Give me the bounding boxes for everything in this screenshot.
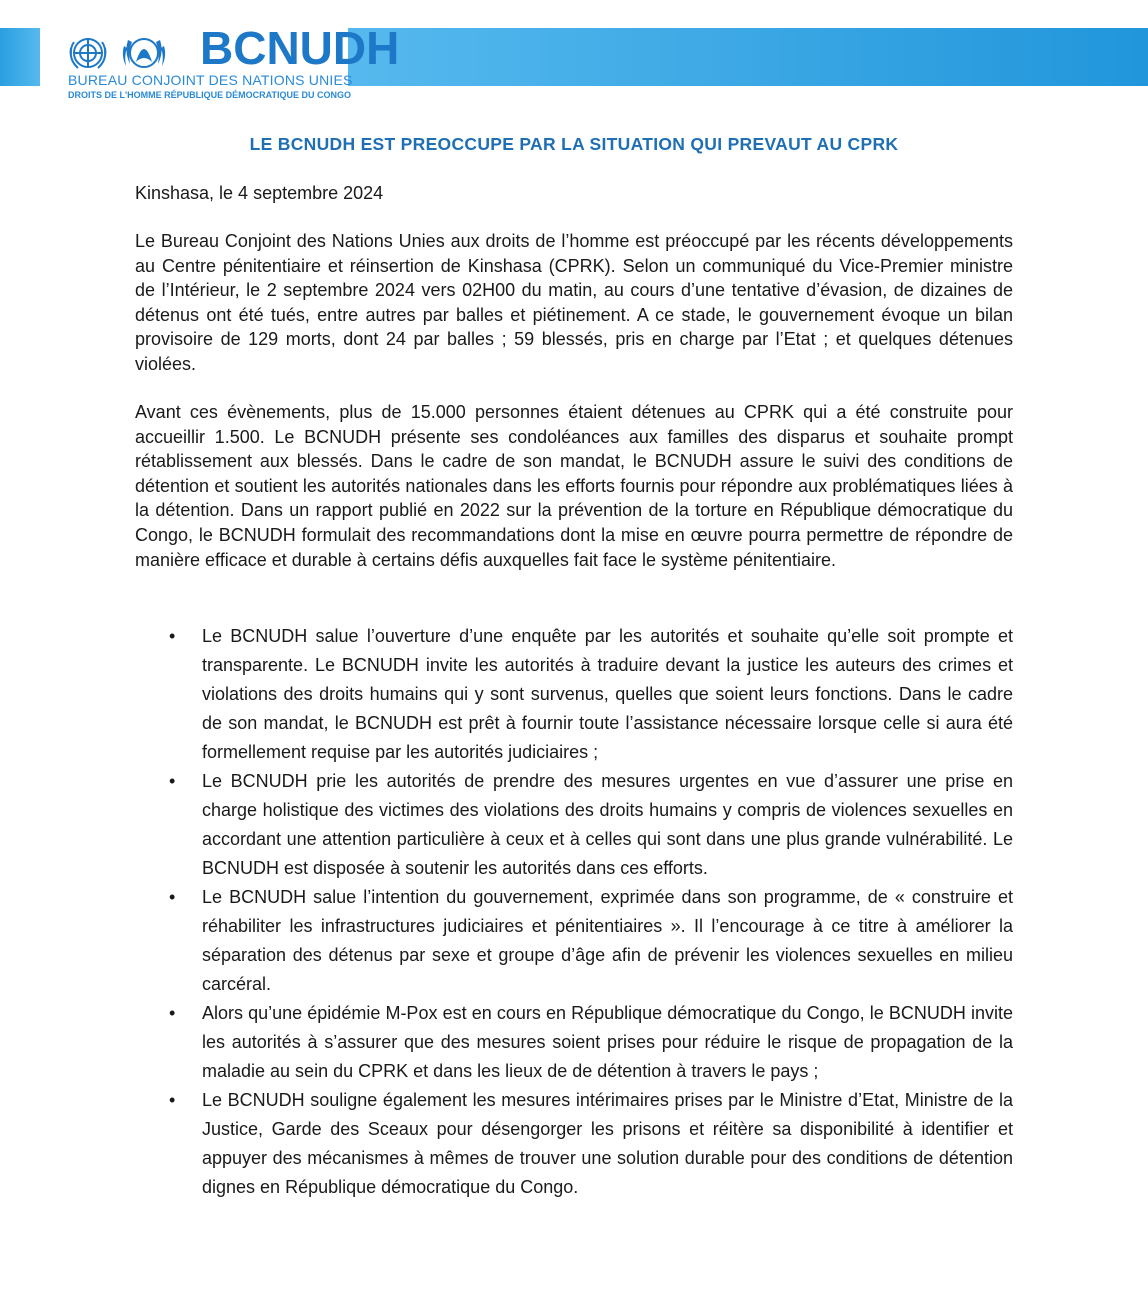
list-item-text: Le BCNUDH salue l’ouverture d’une enquête par les autorités et souhaite qu’elle soit prompte et transparente. Le BCNUDH invite les autorités à traduire devant la justice les auteurs des crimes et violations des droits humains qui y sont survenus, quelles que soient leurs fonctions. Dans le cadre de son mandat, le BCNUDH est prêt à fournir toute l’assistance nécessaire lorsque celle si aura été formellement requise par les autorités judiciaires ;: [202, 626, 1013, 762]
bullet-icon: •: [169, 771, 176, 791]
dateline: Kinshasa, le 4 septembre 2024: [135, 183, 384, 203]
logo-subtitle-line1: BUREAU CONJOINT DES NATIONS UNIES: [68, 72, 353, 88]
paragraph-2: Avant ces évènements, plus de 15.000 personnes étaient détenues au CPRK qui a été construite pour accueillir 1.500. Le BCNUDH présente ses condoléances aux familles des disparus et souhaite prompt rétablissement aux blessés. Dans le cadre de son mandat, le BCNUDH assure le suivi des conditions de détention et soutient les autorités nationales dans les efforts fournis pour répondre aux problématiques liées à la détention. Dans un rapport publié en 2022 sur la prévention de la torture en République démocratique du Congo, le BCNUDH formulait des recommandations dont la mise en œuvre pourra permettre de répondre de manière efficace et durable à certains défis auxquelles fait face le système pénitentiaire.: [135, 402, 1013, 570]
un-emblem-icon: [66, 28, 186, 78]
list-item: [135, 999, 1013, 1086]
logo-title: BCNUDH: [200, 22, 400, 74]
recommendation-list: [135, 622, 1013, 1202]
bcnudh-logo: [66, 20, 400, 104]
list-item: [135, 622, 1013, 767]
document-title: LE BCNUDH EST PREOCCUPE PAR LA SITUATION QUI PREVAUT AU CPRK: [249, 134, 899, 154]
header-bar-right: [348, 28, 1148, 86]
list-item-text: Le BCNUDH souligne également les mesures intérimaires prises par le Ministre d’Etat, Ministre de la Justice, Garde des Sceaux pour désengorger les prisons et réitère sa disponibilité à identifier et appuyer des mécanismes à mêmes de trouver une solution durable pour des conditions de détention dignes en République démocratique du Congo.: [202, 1090, 1013, 1197]
bullet-icon: •: [169, 626, 176, 646]
logo-subtitle-line2: DROITS DE L'HOMME RÉPUBLIQUE DÉMOCRATIQUE DU CONGO: [68, 90, 351, 100]
list-item: [135, 767, 1013, 883]
list-item: [135, 883, 1013, 999]
bullet-icon: •: [169, 887, 176, 907]
list-item-text: Alors qu’une épidémie M-Pox est en cours en République démocratique du Congo, le BCNUDH invite les autorités à s’assurer que des mesures soient prises pour réduire le risque de propagation de la maladie au sein du CPRK et dans les lieux de de détention à travers le pays ;: [202, 1003, 1013, 1081]
list-item: [135, 1086, 1013, 1202]
bullet-icon: •: [169, 1090, 176, 1110]
header-bar-left: [0, 28, 40, 86]
list-item-text: Le BCNUDH salue l’intention du gouvernement, exprimée dans son programme, de « construire et réhabiliter les infrastructures judiciaires et pénitentiaires ». Il l’encourage à ce titre à améliorer la séparation des détenus par sexe et groupe d’âge afin de prévenir les violences sexuelles en milieu carcéral.: [202, 887, 1013, 994]
paragraph-1: Le Bureau Conjoint des Nations Unies aux droits de l’homme est préoccupé par les récents développements au Centre pénitentiaire et réinsertion de Kinshasa (CPRK). Selon un communiqué du Vice-Premier ministre de l’Intérieur, le 2 septembre 2024 vers 02H00 du matin, au cours d’une tentative d’évasion, de dizaines de détenus ont été tués, entre autres par balles et piétinement. A ce stade, le gouvernement évoque un bilan provisoire de 129 morts, dont 24 par balles ; 59 blessés, pris en charge par l’Etat ; et quelques détenues violées.: [135, 231, 1013, 374]
list-item-text: Le BCNUDH prie les autorités de prendre des mesures urgentes en vue d’assurer une prise en charge holistique des victimes des violations des droits humains y compris de violences sexuelles en accordant une attention particulière à ceux et à celles qui sont dans une plus grande vulnérabilité. Le BCNUDH est disposée à soutenir les autorités dans ces efforts.: [202, 771, 1013, 878]
bullet-icon: •: [169, 1003, 176, 1023]
